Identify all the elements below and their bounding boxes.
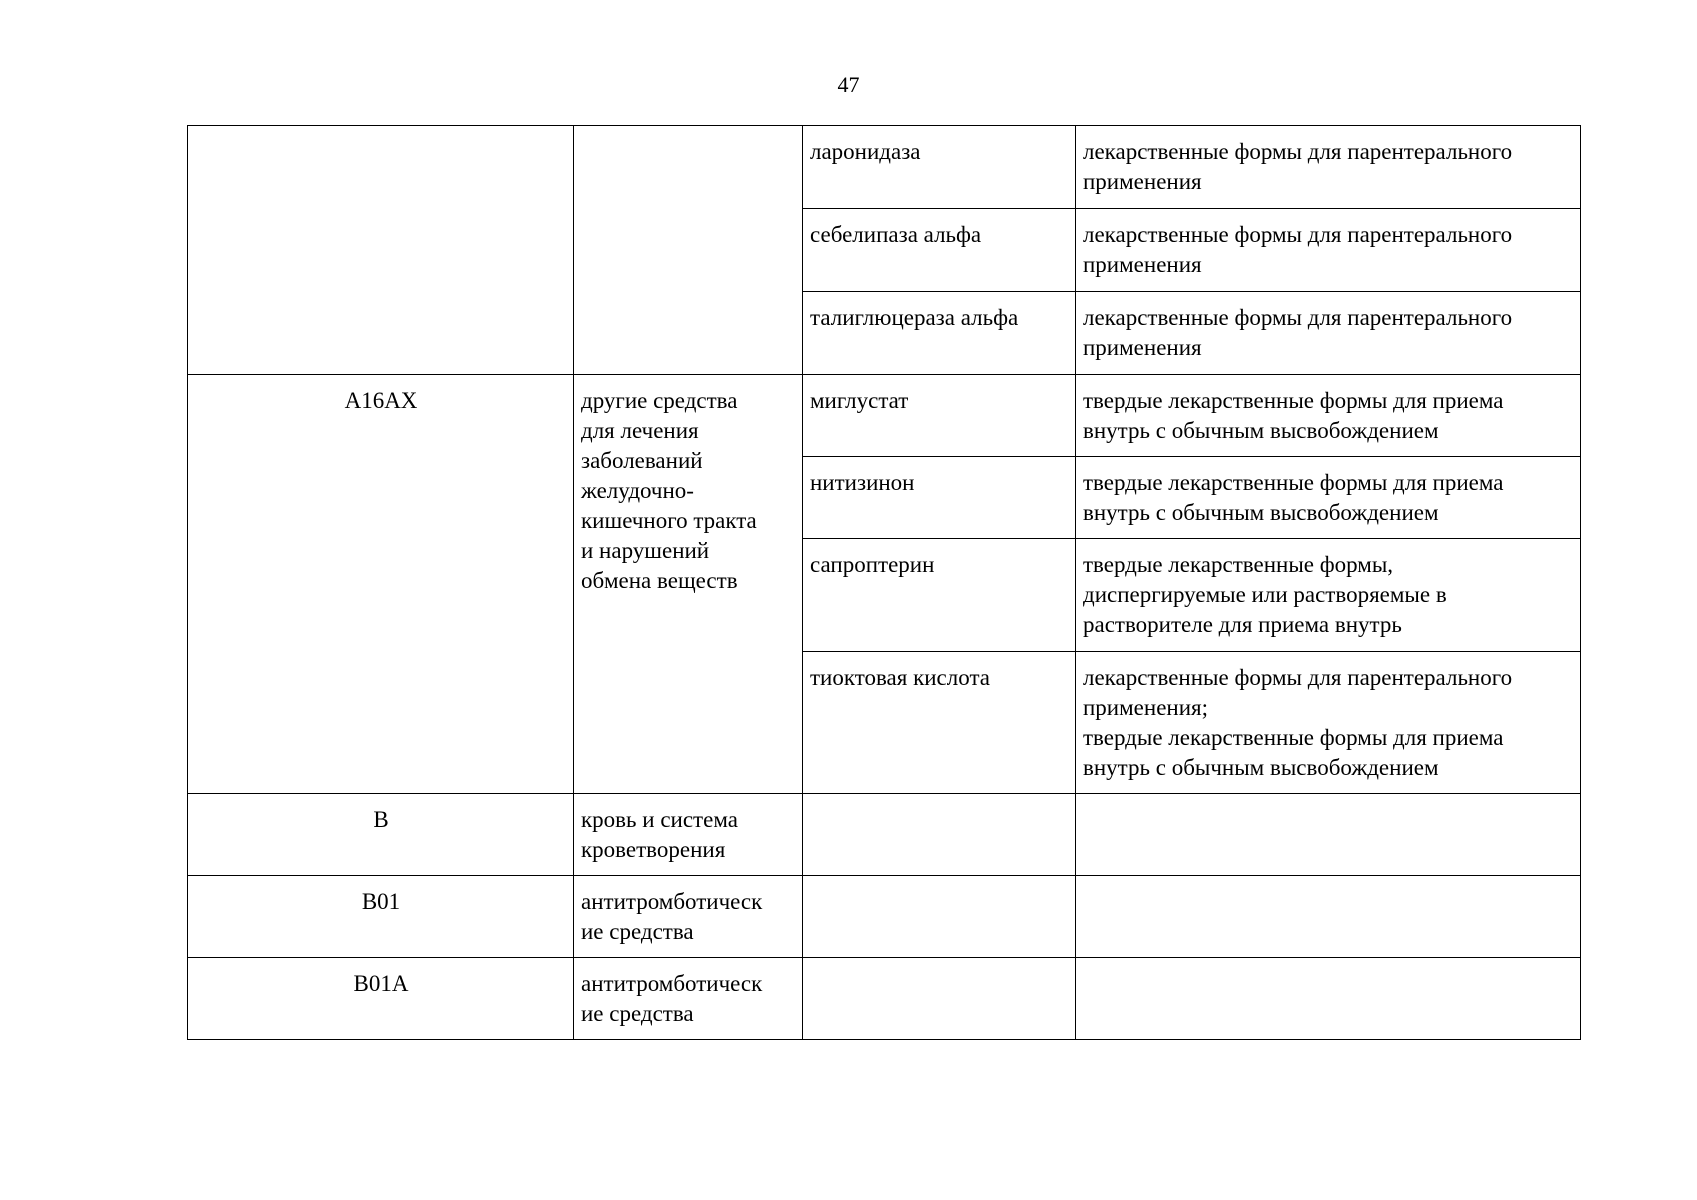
dosage-form-line: лекарственные формы для парентерального [1083,665,1513,690]
table-row [188,958,1581,1040]
dosage-form-line: твердые лекарственные формы, [1083,552,1394,577]
dosage-form-cell [1076,958,1581,1040]
drug-name-cell [803,876,1076,958]
group-name-line: и нарушений [581,538,710,563]
group-name-line: антитромботическ [581,889,763,914]
dosage-form-line: диспергируемые или растворяемые в [1083,582,1447,607]
table-row [188,126,1581,209]
dosage-form-cell [1076,794,1581,876]
dosage-form-line: применения; [1083,695,1208,720]
drug-name-cell: сапроптерин [803,539,1076,652]
group-name-line: для лечения [581,418,699,443]
dosage-form-line: применения [1083,252,1202,277]
dosage-form-cell [1076,375,1581,457]
drug-name-cell [803,794,1076,876]
group-name-line: желудочно- [581,478,694,503]
table-row [188,794,1581,876]
group-name-cell [574,876,803,958]
group-name-cell [574,794,803,876]
atc-code-cell: B01 [188,876,574,958]
drug-name-cell: миглустат [803,375,1076,457]
dosage-form-line: внутрь с обычным высвобождением [1083,418,1439,443]
dosage-form-cell [1076,876,1581,958]
page-number: 47 [837,72,860,97]
group-name-cell [574,375,803,794]
group-name-line: кроветворения [581,837,726,862]
dosage-form-line: применения [1083,169,1202,194]
dosage-form-cell [1076,457,1581,539]
dosage-form-cell [1076,209,1581,292]
dosage-form-cell [1076,652,1581,794]
atc-code-cell: B [188,794,574,876]
dosage-form-line: твердые лекарственные формы для приема [1083,470,1504,495]
drug-name-cell: ларонидаза [803,126,1076,209]
group-name-cell [574,126,803,375]
dosage-form-cell [1076,539,1581,652]
group-name-line: ие средства [581,919,694,944]
table-row [188,876,1581,958]
drug-name-cell [803,958,1076,1040]
atc-code-cell: A16AX [188,375,574,794]
dosage-form-line: лекарственные формы для парентерального [1083,139,1513,164]
drug-name-cell: нитизинон [803,457,1076,539]
group-name-cell [574,958,803,1040]
dosage-form-line: твердые лекарственные формы для приема [1083,388,1504,413]
drug-name-cell: талиглюцераза альфа [803,292,1076,375]
drug-table [187,125,1581,1040]
dosage-form-line: растворителе для приема внутрь [1083,612,1402,637]
drug-name-cell: тиоктовая кислота [803,652,1076,794]
dosage-form-line: внутрь с обычным высвобождением [1083,755,1439,780]
group-name-line: антитромботическ [581,971,763,996]
group-name-line: ие средства [581,1001,694,1026]
dosage-form-cell [1076,126,1581,209]
dosage-form-line: применения [1083,335,1202,360]
table-row [188,375,1581,457]
dosage-form-cell [1076,292,1581,375]
group-name-line: заболеваний [581,448,703,473]
drug-name-cell: себелипаза альфа [803,209,1076,292]
group-name-line: кишечного тракта [581,508,757,533]
atc-code-cell [188,126,574,375]
atc-code-cell: B01A [188,958,574,1040]
dosage-form-line: твердые лекарственные формы для приема [1083,725,1504,750]
group-name-line: кровь и система [581,807,738,832]
dosage-form-line: внутрь с обычным высвобождением [1083,500,1439,525]
dosage-form-line: лекарственные формы для парентерального [1083,305,1513,330]
group-name-line: другие средства [581,388,738,413]
dosage-form-line: лекарственные формы для парентерального [1083,222,1513,247]
group-name-line: обмена веществ [581,568,738,593]
